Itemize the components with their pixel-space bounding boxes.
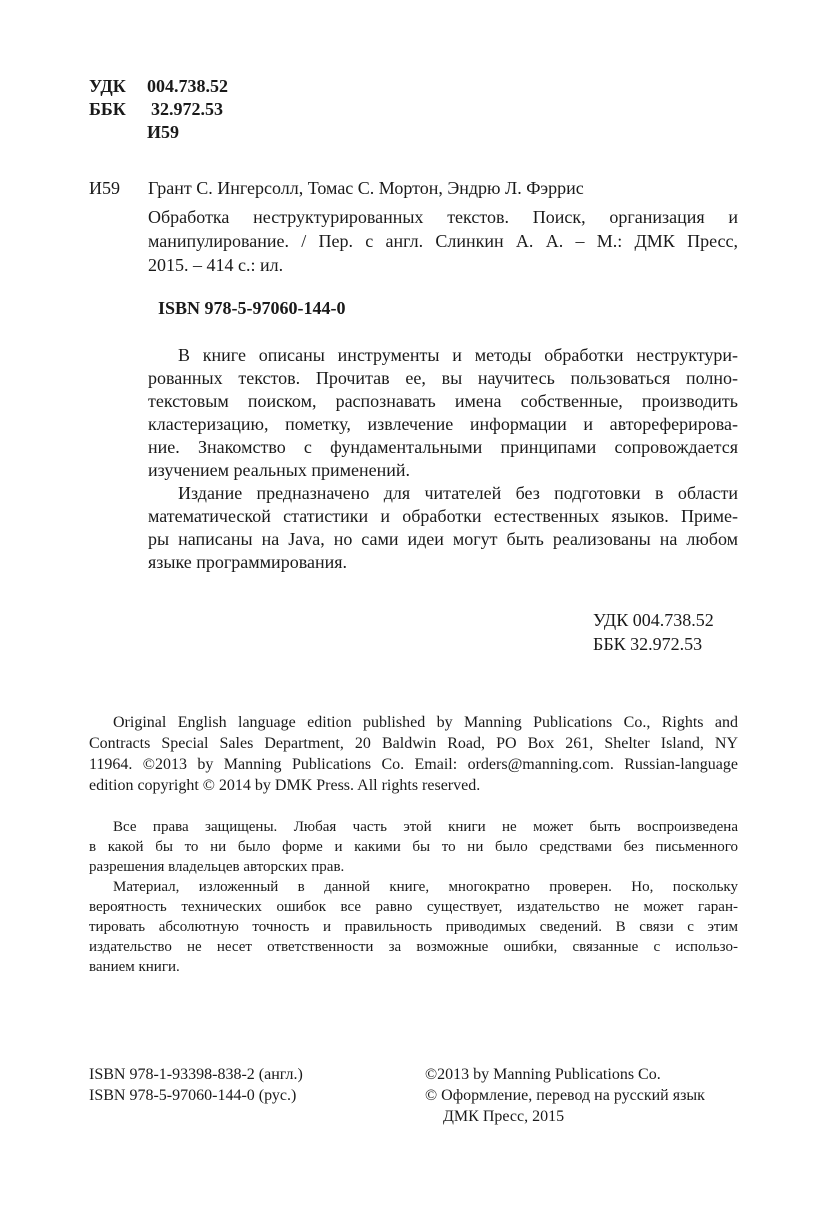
classification-repeat-bbk: ББК 32.972.53 xyxy=(593,634,703,654)
copyright-dmk-line2: ДМК Пресс, 2015 xyxy=(443,1108,565,1125)
rights-notice-line: разрешения владельцев авторских прав. xyxy=(89,859,345,875)
rights-notice-line: Все права защищены. Любая часть этой книги не может быть воспроизведена xyxy=(113,819,738,835)
copyright-english-line: Original English language edition published by Manning Publications Co., Rights and xyxy=(113,714,738,731)
annotation-line: ние. Знакомство с фундаментальными принципами сопровождается xyxy=(148,437,738,457)
annotation-line: кластеризацию, пометку, извлечение информации и автореферирова- xyxy=(148,414,738,434)
annotation-line: Издание предназначено для читателей без подготовки в области xyxy=(178,483,738,503)
isbn-russian: ISBN 978-5-97060-144-0 (рус.) xyxy=(89,1087,297,1104)
annotation-line: языке программирования. xyxy=(148,552,347,572)
copyright-english-line: Contracts Special Sales Department, 20 Baldwin Road, PO Box 261, Shelter Island, NY xyxy=(89,735,738,752)
rights-notice-line: Материал, изложенный в данной книге, многократно проверен. Но, поскольку xyxy=(113,879,738,895)
annotation-line: математической статистики и обработки естественных языков. Приме- xyxy=(148,506,738,526)
bbk-label: ББК xyxy=(89,99,126,119)
isbn-english: ISBN 978-1-93398-838-2 (англ.) xyxy=(89,1066,303,1083)
annotation-line: рованных текстов. Прочитав ее, вы научитесь пользоваться полно- xyxy=(148,368,738,388)
catalog-description-line: 2015. – 414 с.: ил. xyxy=(148,255,284,275)
classification-repeat-udk: УДК 004.738.52 xyxy=(593,610,714,630)
catalog-description-line: манипулирование. / Пер. с англ. Слинкин А. А. – М.: ДМК Пресс, xyxy=(148,231,738,251)
copyright-english-line: 11964. ©2013 by Manning Publications Co. Email: orders@manning.com. Russian-language xyxy=(89,756,738,773)
rights-notice-line: издательство не несет ответственности за возможные ошибки, связанные с использо- xyxy=(89,939,738,955)
rights-notice-line: тировать абсолютную точность и правильность приводимых сведений. В связи с этим xyxy=(89,919,738,935)
rights-notice-line: вероятность технических ошибок все равно существует, издательство не может гаран- xyxy=(89,899,738,915)
annotation-line: ры написаны на Java, но сами идеи могут быть реализованы на любом xyxy=(148,529,738,549)
annotation-line: текстовым поиском, распознавать имена собственные, производить xyxy=(148,391,738,411)
isbn-main: ISBN 978-5-97060-144-0 xyxy=(158,298,346,318)
udk-label: УДК xyxy=(89,76,126,96)
bbk-value: 32.972.53 xyxy=(151,99,223,119)
annotation-line: изучением реальных применений. xyxy=(148,460,410,480)
catalog-entry-mark: И59 xyxy=(89,178,120,198)
rights-notice-line: в какой бы то ни было форме и какими бы то ни было средствами без письменного xyxy=(89,839,738,855)
copyright-english-line: edition copyright © 2014 by DMK Press. All rights reserved. xyxy=(89,777,481,794)
rights-notice-line: ванием книги. xyxy=(89,959,180,975)
author-mark: И59 xyxy=(147,122,180,142)
copyright-dmk-line1: © Оформление, перевод на русский язык xyxy=(425,1087,705,1104)
catalog-entry-authors: Грант С. Ингерсолл, Томас С. Мортон, Эндрю Л. Фэррис xyxy=(148,178,584,198)
copyright-manning: ©2013 by Manning Publications Co. xyxy=(425,1066,661,1083)
catalog-description-line: Обработка неструктурированных текстов. Поиск, организация и xyxy=(148,207,738,227)
classification-block xyxy=(89,76,289,156)
annotation-line: В книге описаны инструменты и методы обработки неструктури- xyxy=(178,345,738,365)
udk-value: 004.738.52 xyxy=(147,76,228,96)
